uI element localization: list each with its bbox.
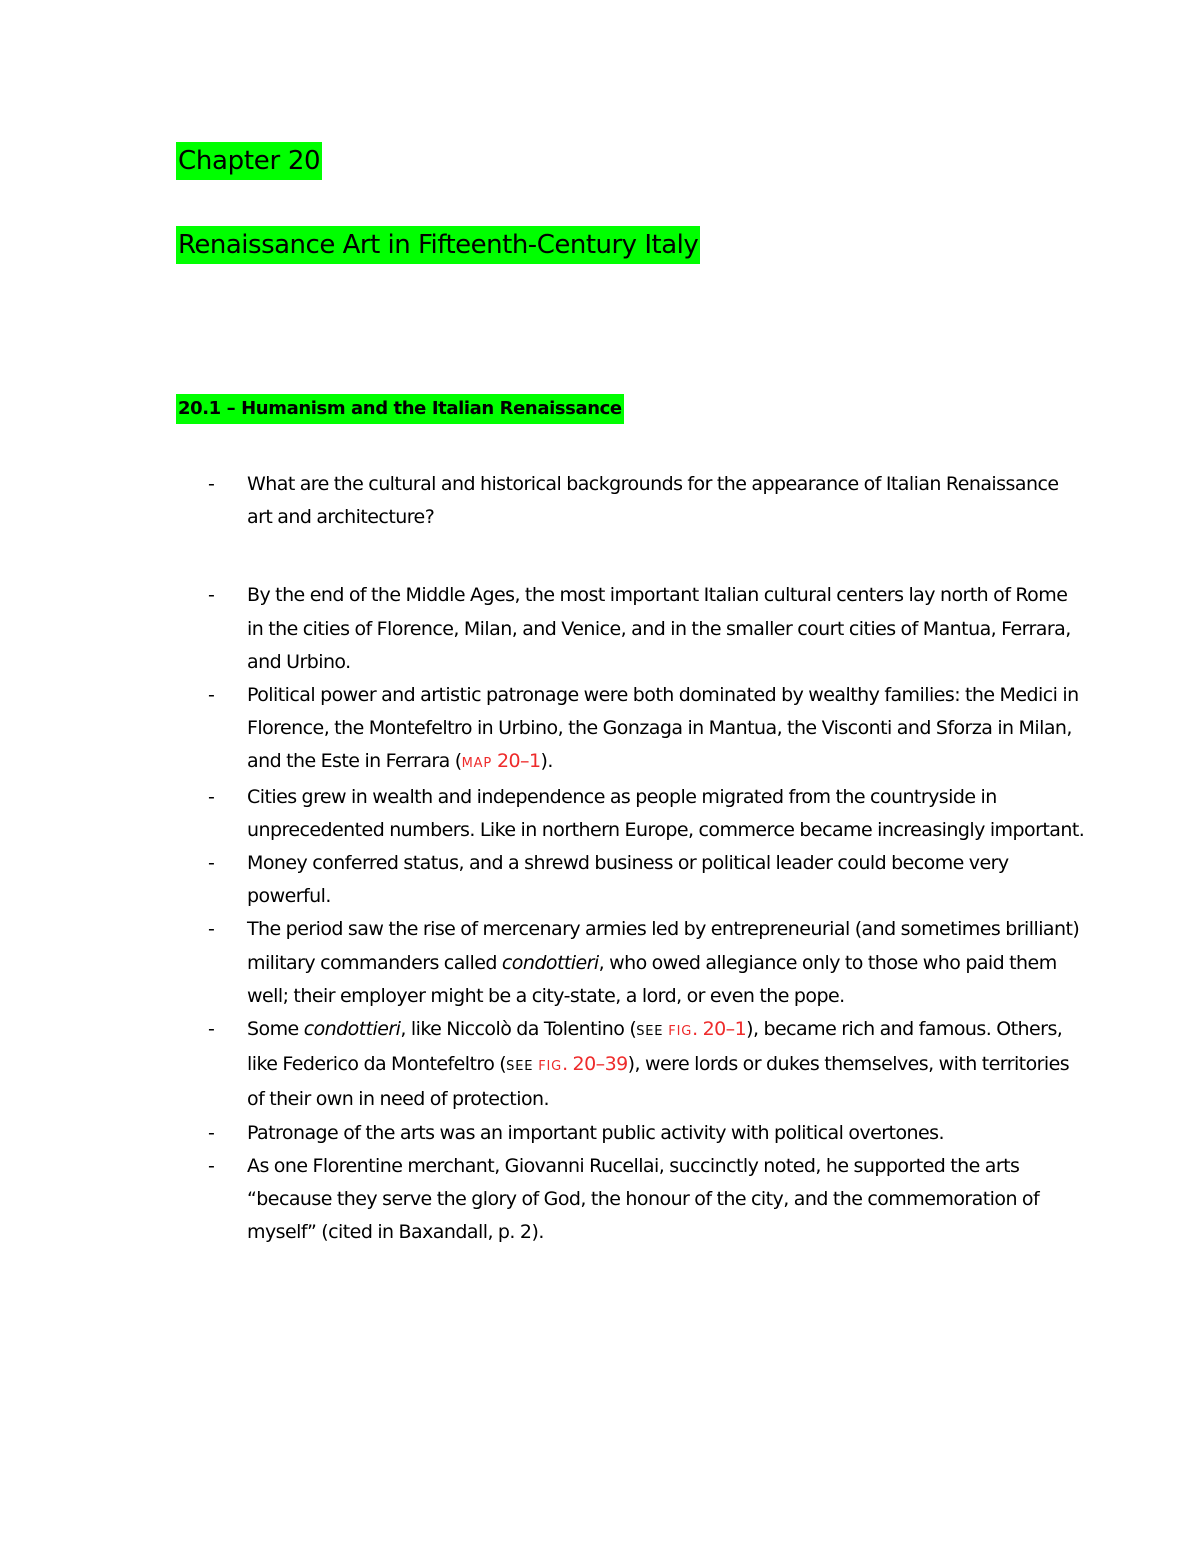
section-heading-highlight: 20.1 – Humanism and the Italian Renaissance	[176, 394, 624, 424]
bullet-text: Cities grew in wealth and independence as people migrated from the countryside in unprecedented numbers. Like in northern Europe, commerce became increasingly important.	[247, 785, 1085, 841]
figure-reference	[668, 1018, 746, 1040]
bullet-text-end: , who owed allegiance only to those who paid them well; their employer might be a city-state, a lord, or even the pope.	[247, 951, 1057, 1007]
bullet-marker: -	[208, 584, 215, 607]
bullet-text-part: ), became rich and famous. Others, like Federico da Montefeltro (	[247, 1018, 1063, 1076]
bullet-item-5	[206, 847, 1086, 913]
bullet-text: As one Florentine merchant, Giovanni Rucellai, succinctly noted, he supported the arts “because they serve the glory of God, the honour of the city, and the commemoration of myself” (cited in Baxandall, p. 2).	[247, 1154, 1040, 1244]
italic-term: condottieri	[303, 1018, 401, 1041]
figure-reference-number: . 20–1	[692, 1018, 747, 1041]
bullet-item-1	[206, 468, 1086, 534]
bullet-marker: -	[208, 684, 215, 707]
bullet-text: By the end of the Middle Ages, the most important Italian cultural centers lay north of Rome in the cities of Florence, Milan, and Venice, and in the smaller court cities of Mantua, Ferrara, and Urbino.	[247, 584, 1071, 673]
figure-reference-label: FIG	[538, 1059, 563, 1075]
see-label: SEE	[636, 1024, 664, 1040]
bullet-text: Money conferred status, and a shrewd business or political leader could become very powerful.	[247, 852, 1009, 908]
bullet-item-8	[206, 1117, 1086, 1150]
map-reference-number: 20–1	[491, 750, 541, 773]
bullet-list	[206, 468, 1086, 1249]
bullet-text: Some	[247, 1018, 304, 1041]
bullet-marker: -	[208, 918, 215, 941]
bullet-text: The period saw the rise of mercenary armies led by entrepreneurial (and sometimes brilliant) military commanders called	[247, 918, 1080, 974]
bullet-item-6	[206, 913, 1086, 1013]
bullet-marker: -	[208, 1121, 215, 1144]
figure-reference	[538, 1053, 627, 1075]
map-reference-label: MAP	[461, 756, 492, 772]
map-reference	[462, 750, 541, 772]
figure-reference-label: FIG	[668, 1024, 693, 1040]
bullet-item-9	[206, 1150, 1086, 1250]
italic-term: condottieri	[501, 951, 599, 974]
bullet-marker: -	[208, 473, 215, 495]
bullet-text-end: ), were lords or dukes themselves, with territories of their own in need of protection.	[247, 1053, 1070, 1111]
bullet-text-part: , like Niccolò da Tolentino (	[400, 1018, 637, 1041]
figure-reference-number: . 20–39	[562, 1053, 628, 1076]
bullet-item-4	[206, 781, 1086, 847]
bullet-marker: -	[208, 785, 215, 808]
chapter-label-highlight: Chapter 20	[176, 142, 322, 180]
bullet-text-end: ).	[540, 750, 553, 773]
chapter-label	[176, 142, 322, 180]
see-label: SEE	[506, 1059, 534, 1075]
bullet-marker: -	[208, 1154, 215, 1177]
bullet-item-2	[206, 579, 1086, 679]
section-heading	[176, 394, 624, 424]
bullet-text: Patronage of the arts was an important public activity with political overtones.	[247, 1121, 944, 1144]
bullet-item-3	[206, 679, 1086, 781]
bullet-marker: -	[208, 1018, 215, 1041]
chapter-title-highlight: Renaissance Art in Fifteenth-Century Italy	[176, 226, 700, 264]
bullet-text: Political power and artistic patronage were both dominated by wealthy families: the Medici in Florence, the Montefeltro in Urbino, the Gonzaga in Mantua, the Visconti and Sforza in Milan, and the Este in Ferrara (	[247, 684, 1079, 773]
bullet-marker: -	[208, 852, 215, 875]
chapter-title	[176, 226, 700, 264]
bullet-text: What are the cultural and historical backgrounds for the appearance of Italian Renaissance art and architecture?	[247, 473, 1059, 529]
bullet-item-7	[206, 1013, 1086, 1117]
